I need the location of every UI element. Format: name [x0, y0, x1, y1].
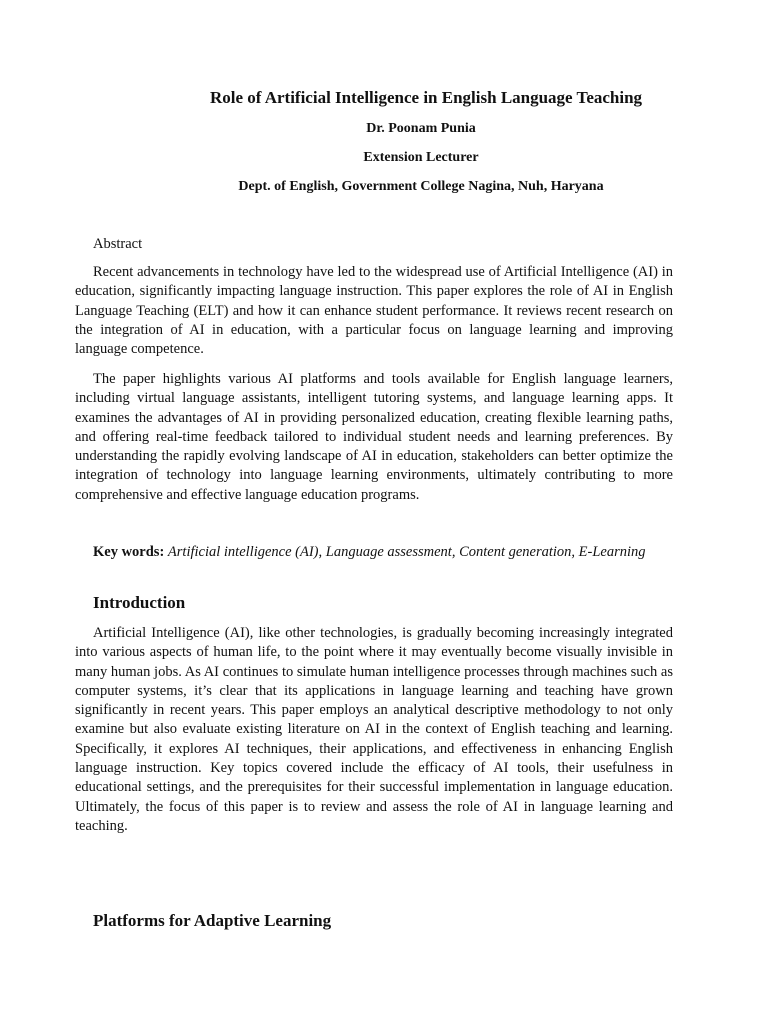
paper-title: Role of Artificial Intelligence in English Language Teaching: [209, 88, 643, 107]
keywords-label: Key words:: [93, 544, 165, 560]
abstract-paragraph-2: The paper highlights various AI platforms and tools available for English language learners, including virtual language assistants, intelligent tutoring systems, and language learning apps. It examines the advantages of AI in providing personalized education, creating flexible learning paths, and offering real-time feedback tailored to individual student needs and learning preferences. By understanding the rapidly evolving landscape of AI in education, stakeholders can better optimize the integration of technology into language learning environments, ultimately contributing to more comprehensive and effective language education programs.: [75, 371, 673, 503]
platforms-heading: Platforms for Adaptive Learning: [93, 911, 332, 930]
introduction-heading: Introduction: [93, 593, 186, 612]
keywords: [75, 543, 673, 562]
introduction-paragraph: Artificial Intelligence (AI), like other technologies, is gradually becoming increasingly integrated into various aspects of human life, to the point where it may eventually become visually invisible in many human jobs. As AI continues to simulate human intelligence processes through machines such as computer systems, it’s clear that its applications in language learning and teaching have grown significantly in recent years. This paper employs an analytical descriptive methodology to not only examine but also evaluate existing literature on AI in the context of English teaching and learning. Specifically, it explores AI techniques, their applications, and effectiveness in enhancing English language instruction. Key topics covered include the efficacy of AI tools, their usefulness in educational settings, and the prerequisites for their successful implementation in language education. Ultimately, the focus of this paper is to review and assess the role of AI in language learning and teaching.: [75, 625, 673, 834]
abstract-paragraph-1: Recent advancements in technology have led to the widespread use of Artificial Intelligence (AI) in education, significantly impacting language instruction. This paper explores the role of AI in English Language Teaching (ELT) and how it can enhance student performance. It reviews recent research on the integration of AI in education, with a particular focus on language learning and improving language competence.: [75, 264, 673, 358]
abstract-heading: Abstract: [93, 236, 143, 252]
author-position: Extension Lecturer: [363, 150, 479, 165]
keywords-list: Artificial intelligence (AI), Language assessment, Content generation, E-Learning: [167, 544, 646, 560]
author-affiliation: Dept. of English, Government College Nagina, Nuh, Haryana: [238, 179, 604, 194]
author-name: Dr. Poonam Punia: [366, 121, 476, 136]
